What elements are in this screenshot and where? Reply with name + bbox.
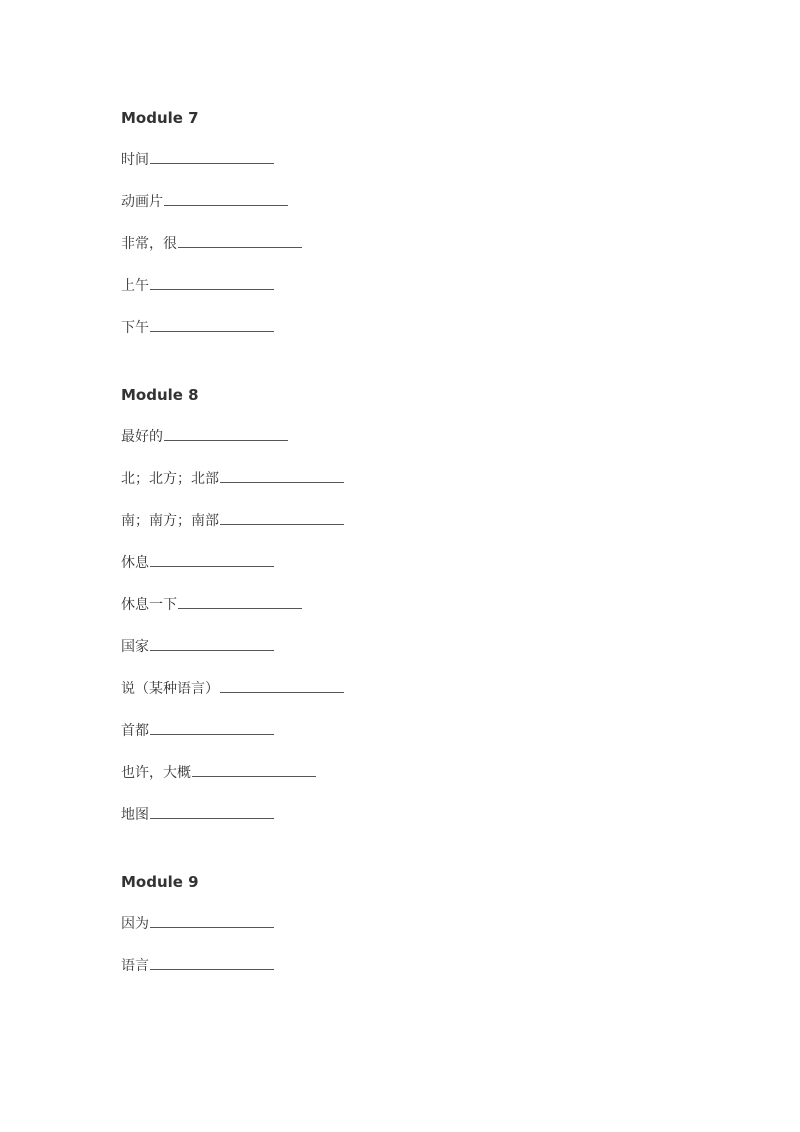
vocab-prompt: 说（某种语言）	[121, 681, 219, 697]
module-7-section	[121, 106, 721, 340]
answer-blank[interactable]	[150, 804, 274, 819]
vocab-item	[121, 148, 721, 172]
vocab-prompt: 非常，很	[121, 236, 177, 252]
answer-blank[interactable]	[220, 468, 344, 483]
module-title: Module 8	[121, 386, 199, 404]
vocab-prompt: 休息	[121, 555, 149, 571]
vocab-item	[121, 274, 721, 298]
vocab-item	[121, 954, 721, 978]
answer-blank[interactable]	[150, 955, 274, 970]
vocab-prompt: 下午	[121, 320, 149, 336]
vocab-prompt: 首都	[121, 723, 149, 739]
vocab-item	[121, 593, 721, 617]
answer-blank[interactable]	[164, 426, 288, 441]
vocab-prompt: 动画片	[121, 194, 163, 210]
vocab-item	[121, 761, 721, 785]
answer-blank[interactable]	[178, 594, 302, 609]
vocab-item	[121, 677, 721, 701]
vocab-item	[121, 635, 721, 659]
module-title: Module 9	[121, 873, 199, 891]
vocab-prompt: 语言	[121, 958, 149, 974]
answer-blank[interactable]	[150, 317, 274, 332]
module-9-section	[121, 870, 721, 978]
vocab-item	[121, 467, 721, 491]
vocab-item	[121, 316, 721, 340]
vocab-item	[121, 719, 721, 743]
answer-blank[interactable]	[192, 762, 316, 777]
vocab-item	[121, 551, 721, 575]
answer-blank[interactable]	[150, 636, 274, 651]
vocab-prompt: 上午	[121, 278, 149, 294]
vocab-prompt: 最好的	[121, 429, 163, 445]
vocab-prompt: 地图	[121, 807, 149, 823]
answer-blank[interactable]	[150, 720, 274, 735]
vocab-prompt: 北；北方；北部	[121, 471, 219, 487]
worksheet	[121, 106, 721, 978]
answer-blank[interactable]	[178, 233, 302, 248]
answer-blank[interactable]	[150, 149, 274, 164]
vocab-item	[121, 232, 721, 256]
answer-blank[interactable]	[164, 191, 288, 206]
vocab-item	[121, 509, 721, 533]
module-title: Module 7	[121, 109, 199, 127]
vocab-prompt: 时间	[121, 152, 149, 168]
vocab-item	[121, 190, 721, 214]
vocab-item	[121, 912, 721, 936]
answer-blank[interactable]	[150, 552, 274, 567]
vocab-prompt: 因为	[121, 916, 149, 932]
answer-blank[interactable]	[150, 275, 274, 290]
vocab-prompt: 也许，大概	[121, 765, 191, 781]
module-8-section	[121, 383, 721, 827]
vocab-prompt: 南；南方；南部	[121, 513, 219, 529]
vocab-item	[121, 803, 721, 827]
answer-blank[interactable]	[150, 913, 274, 928]
vocab-prompt: 国家	[121, 639, 149, 655]
vocab-prompt: 休息一下	[121, 597, 177, 613]
vocab-item	[121, 425, 721, 449]
answer-blank[interactable]	[220, 510, 344, 525]
answer-blank[interactable]	[220, 678, 344, 693]
